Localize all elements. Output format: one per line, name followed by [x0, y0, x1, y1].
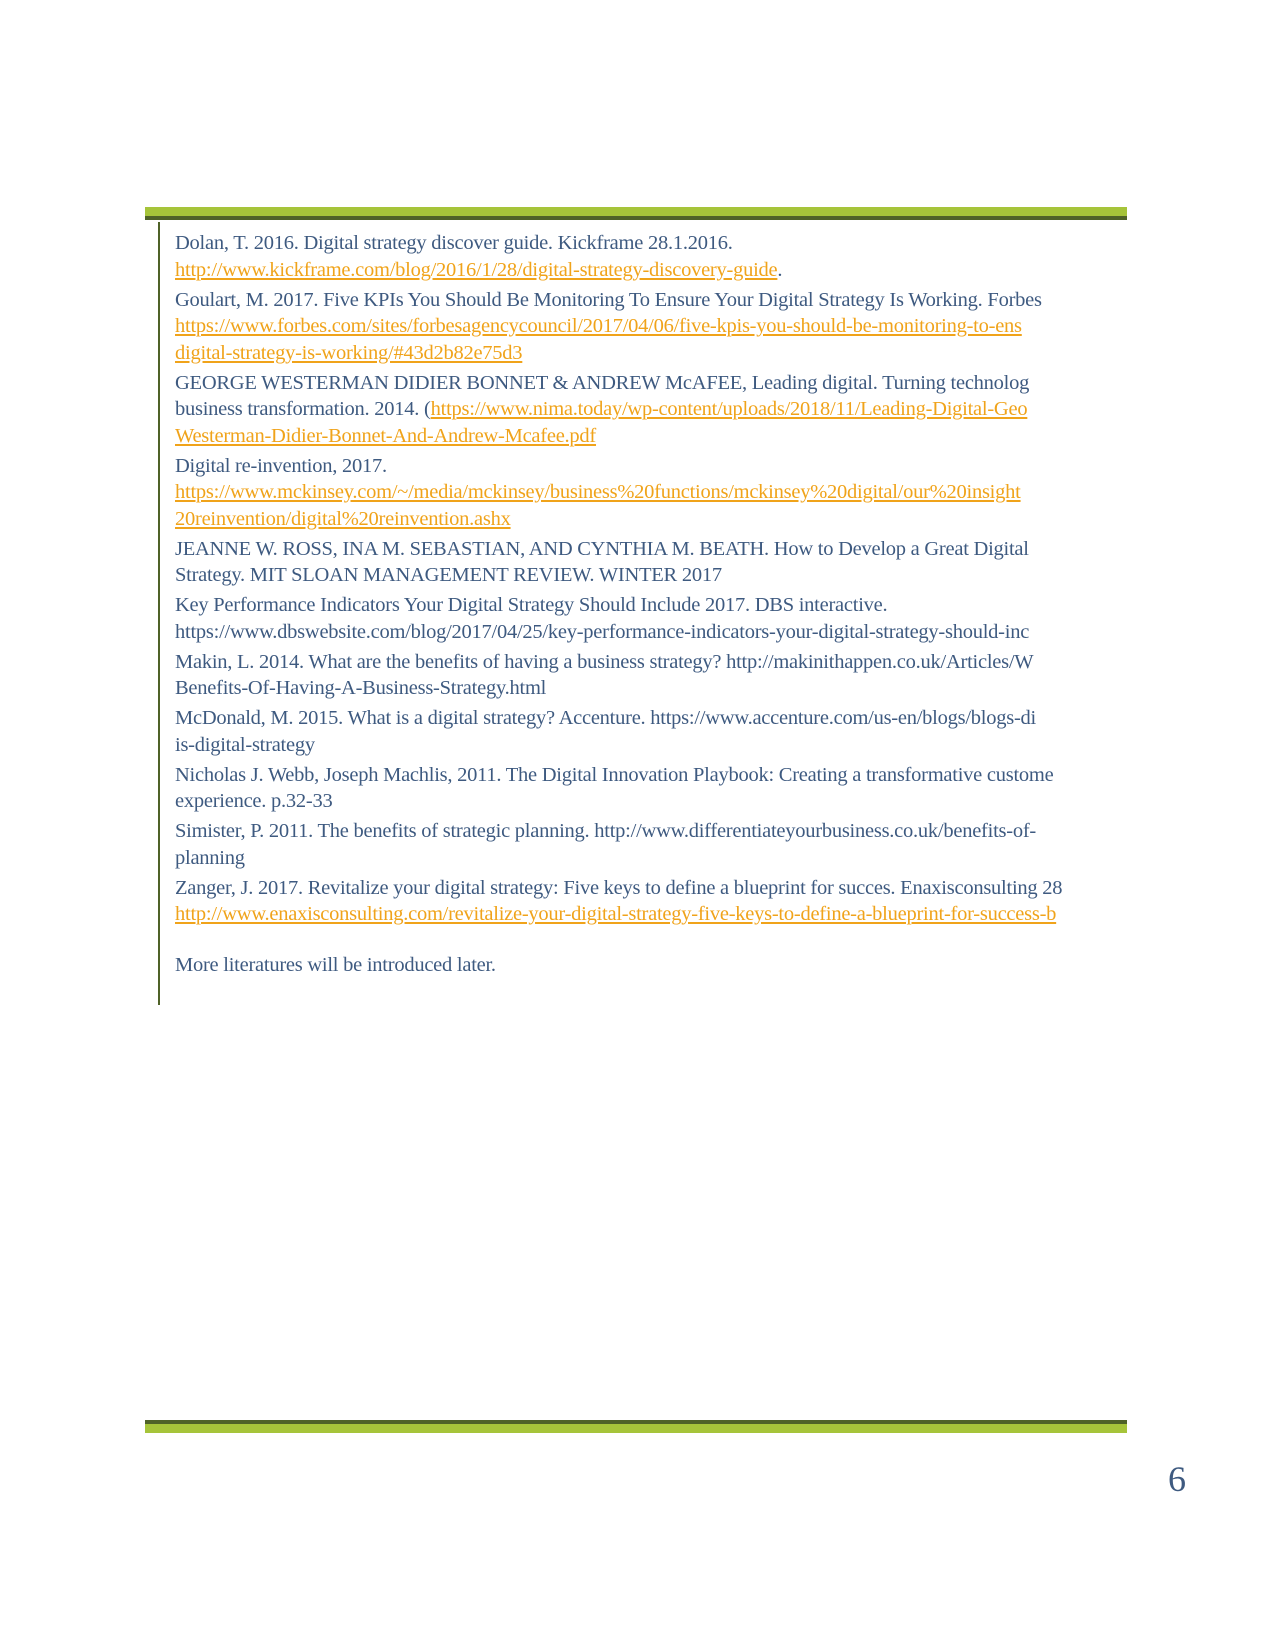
- reference-line: [175, 901, 1151, 928]
- reference-text: business transformation. 2014. (: [175, 398, 431, 420]
- reference-line: Dolan, T. 2016. Digital strategy discover guide. Kickframe 28.1.2016.: [175, 232, 733, 254]
- reference-line: planning: [175, 846, 245, 869]
- reference-line: JEANNE W. ROSS, INA M. SEBASTIAN, AND CYNTHIA M. BEATH. How to Develop a Great Digital: [175, 537, 1029, 560]
- header-rule-dark: [145, 216, 1127, 220]
- reference-line: https://www.dbswebsite.com/blog/2017/04/25/key-performance-indicators-your-digital-strategy-should-inc: [175, 620, 1030, 643]
- closing-note: More literatures will be introduced later.: [175, 953, 496, 976]
- reference-line: Makin, L. 2014. What are the benefits of having a business strategy? http://makinithappen.co.uk/Articles/W: [175, 650, 1034, 673]
- reference-item: [175, 453, 1151, 533]
- footer-rule-accent: [145, 1424, 1127, 1433]
- header-rule-accent: [145, 207, 1127, 216]
- reference-link[interactable]: https://www.forbes.com/sites/forbesagencycouncil/2017/04/06/five-kpis-you-should-be-monitoring-to-ens: [175, 315, 1022, 337]
- reference-link[interactable]: https://www.nima.today/wp-content/uploads/2018/11/Leading-Digital-Geo: [430, 398, 1028, 420]
- reference-link[interactable]: 20reinvention/digital%20reinvention.ashx: [175, 507, 511, 530]
- reference-item: [175, 649, 1151, 702]
- reference-link[interactable]: digital-strategy-is-working/#43d2b82e75d3: [175, 341, 523, 364]
- reference-line: [175, 423, 1151, 450]
- page-number: 6: [1168, 1459, 1186, 1499]
- reference-line: is-digital-strategy: [175, 733, 315, 756]
- reference-list: [175, 230, 1151, 978]
- reference-item: [175, 370, 1151, 450]
- reference-line: Key Performance Indicators Your Digital Strategy Should Include 2017. DBS interactive.: [175, 594, 888, 616]
- reference-item: [175, 287, 1151, 367]
- left-margin-rule: [158, 222, 160, 1005]
- reference-line: Goulart, M. 2017. Five KPIs You Should Be Monitoring To Ensure Your Digital Strategy Is Working. Forbes: [175, 288, 1042, 311]
- reference-line: [175, 340, 1151, 367]
- reference-item: [175, 592, 1151, 645]
- reference-item: [175, 230, 1151, 283]
- reference-line: Zanger, J. 2017. Revitalize your digital strategy: Five keys to define a blueprint for succes. Enaxisconsulting 28: [175, 876, 1063, 899]
- reference-line: Nicholas J. Webb, Joseph Machlis, 2011. The Digital Innovation Playbook: Creating a transformative custome: [175, 763, 1054, 786]
- footer-rule: [145, 1420, 1127, 1434]
- reference-line: [175, 257, 1151, 284]
- reference-line: [175, 396, 1151, 423]
- reference-link[interactable]: Westerman-Didier-Bonnet-And-Andrew-Mcafee.pdf: [175, 424, 597, 447]
- reference-link[interactable]: http://www.enaxisconsulting.com/revitalize-your-digital-strategy-five-keys-to-define-a-blueprint-for-success-b: [175, 903, 1057, 925]
- reference-line: Benefits-Of-Having-A-Business-Strategy.html: [175, 677, 547, 699]
- reference-line: [175, 506, 1151, 533]
- header-rule: [145, 207, 1127, 221]
- reference-line: [175, 313, 1151, 340]
- reference-item: [175, 536, 1151, 589]
- reference-punct: .: [777, 258, 783, 281]
- reference-item: [175, 875, 1151, 928]
- reference-link[interactable]: https://www.mckinsey.com/~/media/mckinsey/business%20functions/mckinsey%20digital/our%20insight: [175, 481, 1021, 503]
- reference-line: Digital re-invention, 2017.: [175, 454, 387, 477]
- reference-item: [175, 705, 1151, 758]
- reference-line: experience. p.32-33: [175, 790, 333, 812]
- reference-line: [175, 479, 1151, 506]
- reference-link[interactable]: http://www.kickframe.com/blog/2016/1/28/digital-strategy-discovery-guide: [175, 258, 778, 281]
- reference-line: McDonald, M. 2015. What is a digital strategy? Accenture. https://www.accenture.com/us-en/blogs/blogs-di: [175, 707, 1036, 729]
- reference-line: GEORGE WESTERMAN DIDIER BONNET & ANDREW McAFEE, Leading digital. Turning technolog: [175, 371, 1030, 394]
- reference-line: Strategy. MIT SLOAN MANAGEMENT REVIEW. WINTER 2017: [175, 564, 722, 586]
- reference-line: Simister, P. 2011. The benefits of strategic planning. http://www.differentiateyourbusiness.co.uk/benefits-of-: [175, 820, 1036, 842]
- reference-item: [175, 762, 1151, 815]
- reference-item: [175, 818, 1151, 871]
